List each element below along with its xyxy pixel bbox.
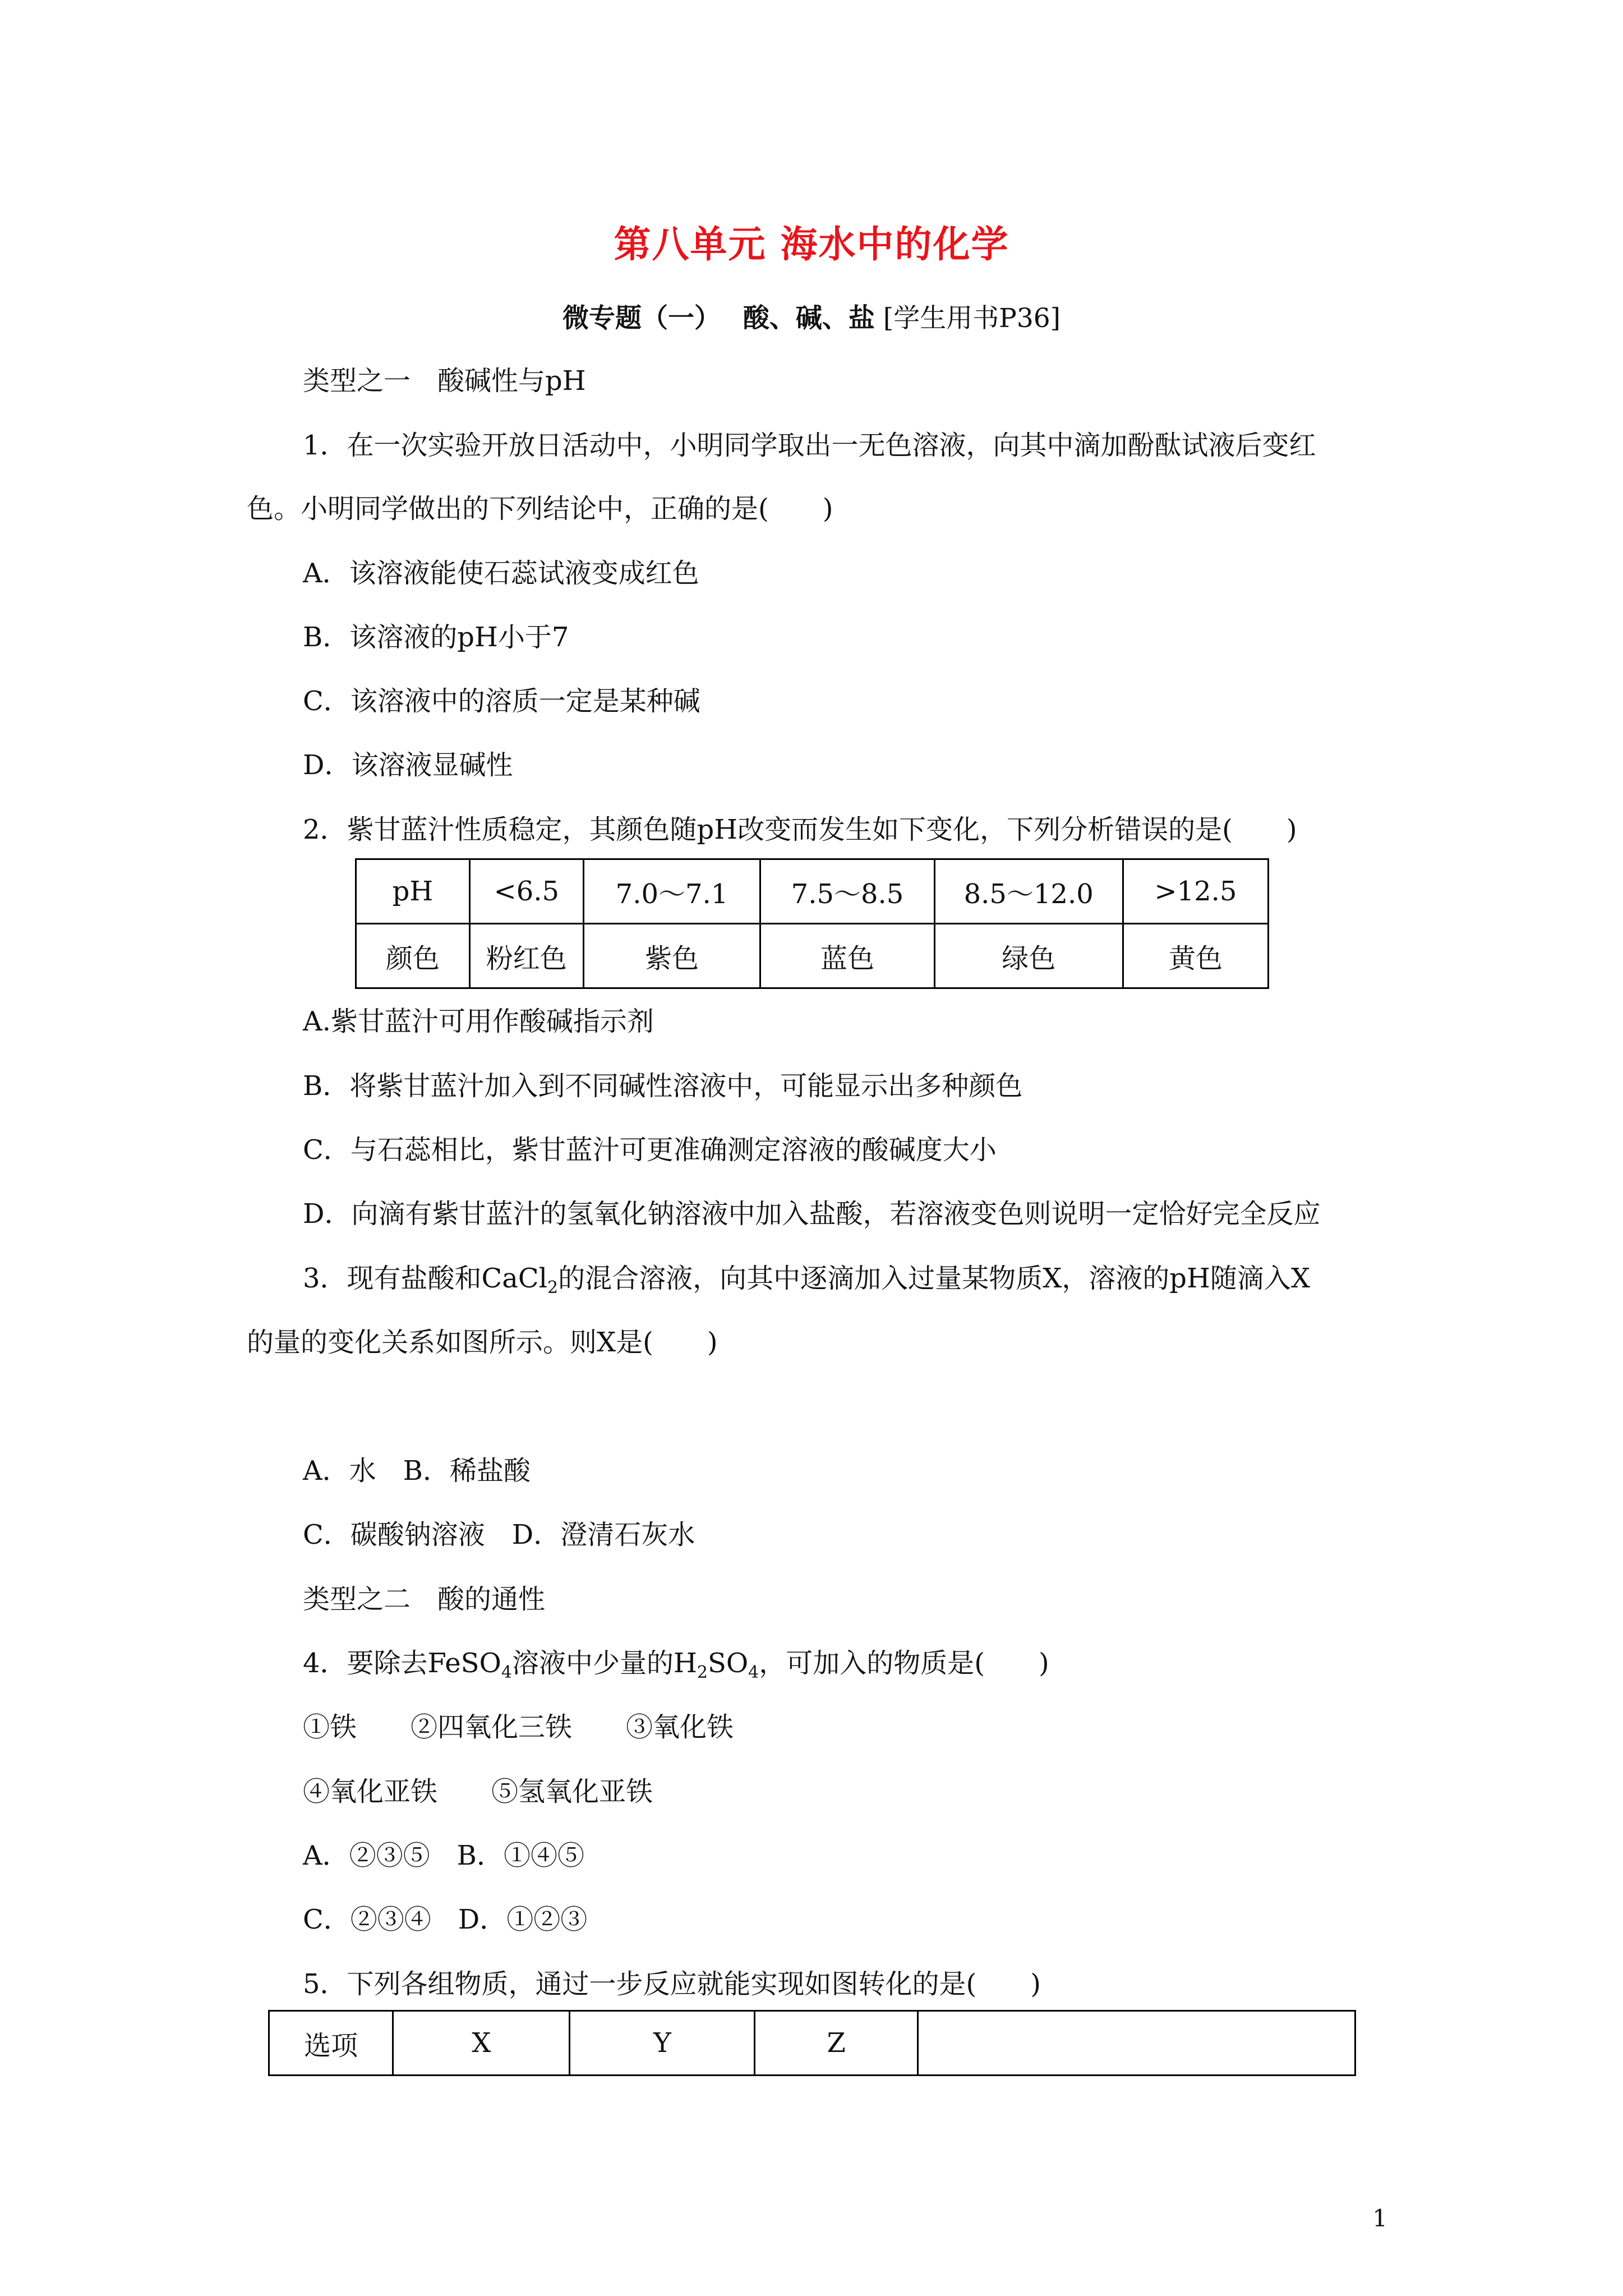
table-header-cell: 选项 [269, 2011, 393, 2076]
subscript: 2 [547, 1278, 559, 1297]
q2-option-d: D．向滴有紫甘蓝汁的氢氧化钠溶液中加入盐酸，若溶液变色则说明一定恰好完全反应 [303, 1198, 1321, 1230]
q3-stem-text: 的混合溶液，向其中逐滴加入过量某物质X，溶液的pH随滴入X [558, 1263, 1310, 1294]
page-number: 1 [1372, 2205, 1387, 2232]
subscript: 4 [501, 1663, 512, 1682]
q4-stem-text: 溶液中少量的H [511, 1648, 697, 1679]
q4-options-cd: C．②③④ D．①②③ [303, 1904, 588, 1935]
table-cell: >12.5 [1123, 859, 1268, 924]
table-row [356, 859, 1269, 924]
table-cell: 蓝色 [760, 924, 934, 988]
table-row [269, 2011, 1355, 2076]
q5-table [268, 2010, 1356, 2076]
subscript: 2 [697, 1663, 708, 1682]
q3-options-ab: A．水 B．稀盐酸 [303, 1455, 531, 1487]
q2-option-a: A.紫甘蓝汁可用作酸碱指示剂 [303, 1006, 654, 1037]
section-heading-2: 类型之二 酸的通性 [303, 1584, 546, 1615]
section-heading-1: 类型之一 酸碱性与pH [303, 365, 586, 397]
q1-option-a: A．该溶液能使石蕊试液变成红色 [303, 558, 699, 589]
q4-stem-text: 4．要除去FeSO [303, 1648, 501, 1679]
table-cell: 紫色 [583, 924, 760, 988]
table-row [356, 924, 1269, 988]
q1-option-d: D．该溶液显碱性 [303, 749, 513, 781]
q1-stem-line1: 1．在一次实验开放日活动中，小明同学取出一无色溶液，向其中滴加酚酞试液后变红 [303, 430, 1316, 461]
q4-stem [303, 1641, 1049, 1680]
table-header-cell: Y [570, 2011, 755, 2076]
table-cell: <6.5 [469, 859, 583, 924]
table-cell: 黄色 [1123, 924, 1268, 988]
table-cell: 8.5～12.0 [934, 859, 1123, 924]
table-cell: 绿色 [934, 924, 1123, 988]
table-header-cell: X [393, 2011, 570, 2076]
subtitle-ref: [学生用书P36] [883, 303, 1061, 334]
table-cell: pH [356, 859, 470, 924]
subtitle-main: 微专题（一） 酸、碱、盐 [562, 303, 875, 334]
subtitle [0, 297, 1623, 335]
q1-option-c: C．该溶液中的溶质一定是某种碱 [303, 685, 700, 717]
table-cell: 粉红色 [469, 924, 583, 988]
q1-option-b: B．该溶液的pH小于7 [303, 622, 569, 653]
q2-option-c: C．与石蕊相比，紫甘蓝汁可更准确测定溶液的酸碱度大小 [303, 1134, 997, 1166]
page-title: 第八单元 海水中的化学 [614, 222, 1009, 266]
subscript: 4 [748, 1663, 759, 1682]
q3-options-cd: C．碳酸钠溶液 D．澄清石灰水 [303, 1519, 695, 1550]
q4-stem-text: ，可加入的物质是( ) [759, 1648, 1049, 1679]
table-header-cell: Z [755, 2011, 917, 2076]
q3-stem-text: 3．现有盐酸和CaCl [303, 1263, 547, 1294]
q1-stem-line2: 色。小明同学做出的下列结论中，正确的是( ) [247, 493, 833, 524]
q2-stem: 2．紫甘蓝汁性质稳定，其颜色随pH改变而发生如下变化，下列分析错误的是( ) [303, 814, 1297, 845]
table-cell: 7.0～7.1 [583, 859, 760, 924]
q3-stem-line1 [303, 1257, 1310, 1295]
q3-stem-line2: 的量的变化关系如图所示。则X是( ) [247, 1327, 718, 1358]
q4-stem-text: SO [707, 1648, 749, 1679]
table-cell: 颜色 [356, 924, 470, 988]
ph-color-table [355, 858, 1269, 989]
q2-option-b: B．将紫甘蓝汁加入到不同碱性溶液中，可能显示出多种颜色 [303, 1070, 1023, 1102]
table-cell: 7.5～8.5 [760, 859, 934, 924]
q4-choices-line2: ④氧化亚铁 ⑤氢氧化亚铁 [303, 1776, 653, 1807]
table-header-cell [917, 2011, 1355, 2076]
q4-choices-line1: ①铁 ②四氧化三铁 ③氧化铁 [303, 1711, 734, 1743]
q4-options-ab: A．②③⑤ B．①④⑤ [303, 1840, 584, 1871]
q5-stem: 5．下列各组物质，通过一步反应就能实现如图转化的是( ) [303, 1968, 1041, 2000]
